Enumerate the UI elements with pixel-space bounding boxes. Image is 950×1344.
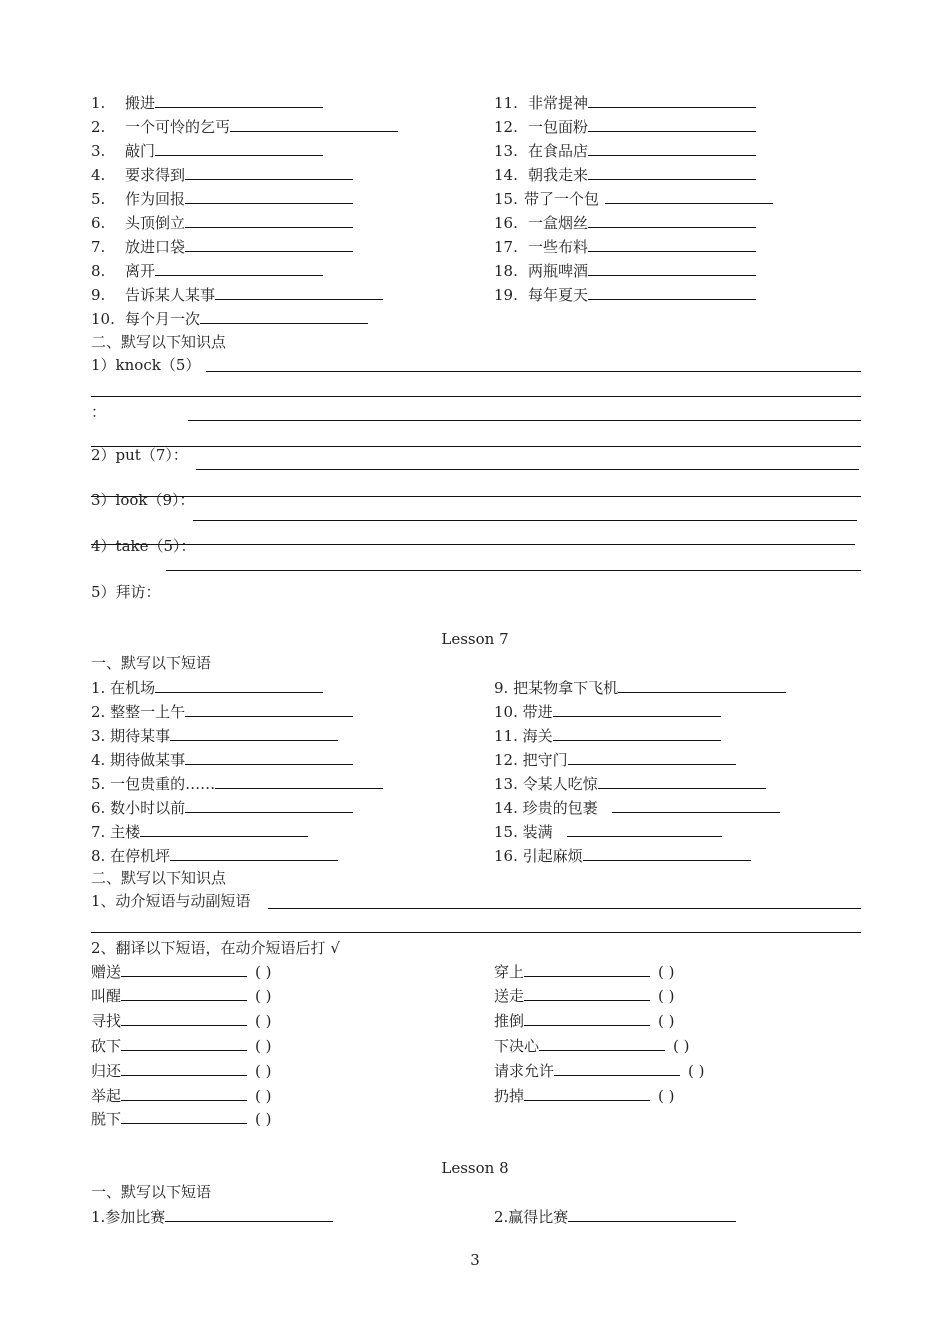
answer-blank[interactable]: [539, 1036, 665, 1051]
answer-blank[interactable]: [155, 678, 323, 693]
list-item: 砍下 ( ): [91, 1036, 305, 1055]
check-box[interactable]: ( ): [255, 963, 272, 981]
answer-blank[interactable]: [588, 165, 756, 180]
check-box[interactable]: ( ): [255, 1110, 272, 1128]
section-heading: 一、默写以下短语: [91, 1183, 212, 1201]
answer-blank[interactable]: [524, 986, 650, 1001]
answer-blank[interactable]: [121, 962, 247, 977]
list-item: 4. 要求得到: [91, 165, 353, 184]
list-item: 1. 搬进: [91, 93, 323, 112]
answer-blank[interactable]: [567, 822, 722, 837]
answer-line[interactable]: [91, 396, 861, 397]
answer-blank[interactable]: [165, 1207, 333, 1222]
list-item: 13. 令某人吃惊: [494, 774, 766, 793]
knowledge-point-visit: 5）拜访：: [91, 583, 161, 601]
answer-blank[interactable]: [121, 1011, 247, 1026]
answer-line[interactable]: [91, 496, 861, 497]
list-item: 扔掉 ( ): [494, 1086, 708, 1105]
knowledge-point-phrases: 1、动介短语与动副短语: [91, 892, 251, 910]
answer-blank[interactable]: [121, 1086, 247, 1101]
list-item: 送走 ( ): [494, 986, 708, 1005]
answer-blank[interactable]: [121, 1061, 247, 1076]
answer-line[interactable]: [193, 520, 857, 521]
answer-line[interactable]: [166, 570, 861, 571]
list-item: 8. 在停机坪: [91, 846, 338, 865]
answer-blank[interactable]: [568, 750, 736, 765]
section-heading: 二、默写以下知识点: [91, 869, 227, 887]
list-item: 17. 一些布料: [494, 237, 756, 256]
list-item: 6. 头顶倒立: [91, 213, 353, 232]
answer-blank[interactable]: [155, 141, 323, 156]
list-item: 请求允许 ( ): [494, 1061, 738, 1080]
list-item: 14. 朝我走来: [494, 165, 756, 184]
list-item: 7. 主楼: [91, 822, 308, 841]
list-item: 5. 一包贵重的……: [91, 774, 383, 793]
list-item: 推倒 ( ): [494, 1011, 708, 1030]
answer-blank[interactable]: [612, 798, 780, 813]
answer-blank[interactable]: [200, 309, 368, 324]
list-item: 4. 期待做某事: [91, 750, 353, 769]
check-box[interactable]: ( ): [658, 1087, 675, 1105]
list-item: 12. 一包面粉: [494, 117, 756, 136]
list-item: 脱下 ( ): [91, 1109, 305, 1128]
list-item: 赠送 ( ): [91, 962, 305, 981]
answer-blank[interactable]: [215, 774, 383, 789]
answer-blank[interactable]: [230, 117, 398, 132]
answer-blank[interactable]: [588, 93, 756, 108]
list-item: 1. 在机场: [91, 678, 323, 697]
answer-blank[interactable]: [170, 846, 338, 861]
answer-blank[interactable]: [185, 237, 353, 252]
answer-line[interactable]: [91, 446, 861, 447]
knowledge-point-put: 2）put（7）：: [91, 446, 188, 464]
list-item: 13. 在食品店: [494, 141, 756, 160]
answer-blank[interactable]: [588, 285, 756, 300]
list-item: 2.赢得比赛: [494, 1207, 736, 1226]
list-item: 11. 海关: [494, 726, 721, 745]
answer-blank[interactable]: [121, 1109, 247, 1124]
list-item: 3. 敲门: [91, 141, 323, 160]
list-item: 3. 期待某事: [91, 726, 338, 745]
list-item: 18. 两瓶啤酒: [494, 261, 756, 280]
check-box[interactable]: ( ): [255, 1062, 272, 1080]
list-item: 穿上 ( ): [494, 962, 708, 981]
answer-blank[interactable]: [524, 1011, 650, 1026]
list-item: 11. 非常提神: [494, 93, 756, 112]
list-item: 14. 珍贵的包裹: [494, 798, 780, 817]
answer-blank[interactable]: [185, 189, 353, 204]
check-box[interactable]: ( ): [673, 1037, 690, 1055]
list-item: 10. 每个月一次: [91, 309, 368, 328]
answer-blank[interactable]: [185, 702, 353, 717]
check-box[interactable]: ( ): [688, 1062, 705, 1080]
answer-blank[interactable]: [618, 678, 786, 693]
answer-blank[interactable]: [121, 1036, 247, 1051]
check-box[interactable]: ( ): [255, 1037, 272, 1055]
list-item: 15. 带了一个包: [494, 189, 773, 208]
answer-blank[interactable]: [598, 774, 766, 789]
answer-line[interactable]: [196, 469, 859, 470]
page-number: 3: [470, 1251, 480, 1269]
list-item: 9. 告诉某人某事: [91, 285, 383, 304]
answer-line[interactable]: [188, 420, 861, 421]
answer-blank[interactable]: [155, 261, 323, 276]
answer-blank[interactable]: [524, 962, 650, 977]
knowledge-point-translate: 2、翻译以下短语，在动介短语后打 √: [91, 939, 340, 957]
list-item: 2. 一个可怜的乞丐: [91, 117, 398, 136]
answer-blank[interactable]: [588, 141, 756, 156]
list-item: 7. 放进口袋: [91, 237, 353, 256]
list-item: 举起 ( ): [91, 1086, 305, 1105]
answer-blank[interactable]: [568, 1207, 736, 1222]
knowledge-point-look: 3）look（9）：: [91, 491, 195, 509]
answer-blank[interactable]: [588, 213, 756, 228]
list-item: 8. 离开: [91, 261, 323, 280]
section-heading: 一、默写以下短语: [91, 654, 212, 672]
answer-blank[interactable]: [185, 750, 353, 765]
list-item: 2. 整整一上午: [91, 702, 353, 721]
list-item: 归还 ( ): [91, 1061, 305, 1080]
answer-line[interactable]: [91, 544, 855, 545]
lesson-title: Lesson 7: [441, 630, 509, 648]
answer-blank[interactable]: [588, 261, 756, 276]
answer-blank[interactable]: [583, 846, 751, 861]
list-item: 10. 带进: [494, 702, 721, 721]
answer-blank[interactable]: [553, 702, 721, 717]
list-item: 15. 装满: [494, 822, 722, 841]
answer-blank[interactable]: [605, 189, 773, 204]
answer-blank[interactable]: [553, 726, 721, 741]
check-box[interactable]: ( ): [255, 1087, 272, 1105]
check-box[interactable]: ( ): [658, 963, 675, 981]
answer-blank[interactable]: [588, 237, 756, 252]
answer-blank[interactable]: [524, 1086, 650, 1101]
list-item: 19. 每年夏天: [494, 285, 756, 304]
answer-blank[interactable]: [185, 213, 353, 228]
knowledge-point-knock: 1）knock（5）: [91, 356, 201, 374]
answer-blank[interactable]: [121, 986, 247, 1001]
list-item: 1.参加比赛: [91, 1207, 333, 1226]
answer-line[interactable]: [91, 932, 861, 933]
check-box[interactable]: ( ): [255, 1012, 272, 1030]
answer-blank[interactable]: [140, 822, 308, 837]
check-box[interactable]: ( ): [658, 987, 675, 1005]
answer-blank[interactable]: [170, 726, 338, 741]
list-item: 叫醒 ( ): [91, 986, 305, 1005]
check-box[interactable]: ( ): [658, 1012, 675, 1030]
check-box[interactable]: ( ): [255, 987, 272, 1005]
answer-blank[interactable]: [215, 285, 383, 300]
list-item: 9. 把某物拿下飞机: [494, 678, 786, 697]
list-item: 寻找 ( ): [91, 1011, 305, 1030]
list-item: 5. 作为回报: [91, 189, 353, 208]
knowledge-point-take: 4）take（5）：: [91, 537, 196, 555]
knowledge-point-colon: ：: [91, 403, 107, 421]
answer-blank[interactable]: [155, 93, 323, 108]
answer-blank[interactable]: [185, 165, 353, 180]
answer-line[interactable]: [206, 371, 861, 372]
list-item: 下决心 ( ): [494, 1036, 723, 1055]
lesson-title: Lesson 8: [441, 1159, 509, 1177]
list-item: 12. 把守门: [494, 750, 736, 769]
answer-blank[interactable]: [554, 1061, 680, 1076]
list-item: 16. 引起麻烦: [494, 846, 751, 865]
section-heading: 二、默写以下知识点: [91, 333, 227, 351]
answer-blank[interactable]: [588, 117, 756, 132]
answer-blank[interactable]: [185, 798, 353, 813]
list-item: 6. 数小时以前: [91, 798, 353, 817]
list-item: 16. 一盒烟丝: [494, 213, 756, 232]
answer-line[interactable]: [268, 908, 861, 909]
